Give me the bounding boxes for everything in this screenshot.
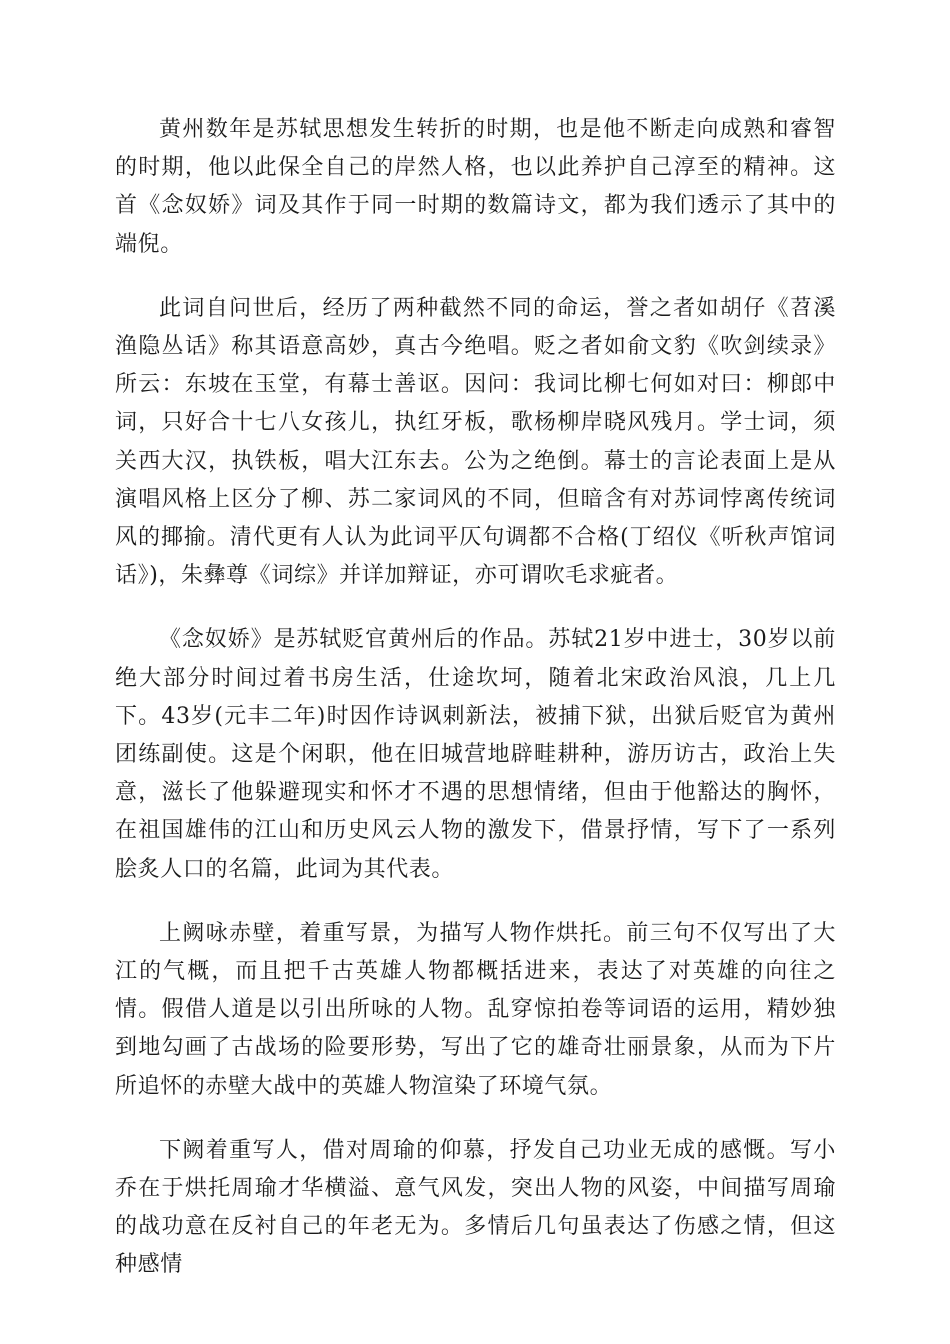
paragraph-2: 此词自问世后，经历了两种截然不同的命运，誉之者如胡仔《苕溪渔隐丛话》称其语意高妙，真古今绝唱。贬之者如俞文豹《吹剑续录》所云：东坡在玉堂，有幕士善讴。因问：我词比柳七何如对曰：柳郎中词，只好合十七八女孩儿，执红牙板，歌杨柳岸晓风残月。学士词，须关西大汉，执铁板，唱大江东去。公为之绝倒。幕士的言论表面上是从演唱风格上区分了柳、苏二家词风的不同，但暗含有对苏词悖离传统词风的揶揄。清代更有人认为此词平仄句调都不合格(丁绍仪《听秋声馆词话》)，朱彝尊《词综》并详加辩证，亦可谓吹毛求疵者。 bbox=[115, 295, 836, 589]
paragraph-3: 《念奴娇》是苏轼贬官黄州后的作品。苏轼21岁中进士，30岁以前绝大部分时间过着书房生活，仕途坎坷，随着北宋政治风浪，几上几下。43岁(元丰二年)时因作诗讽刺新法，被捕下狱，出狱后贬官为黄州团练副使。这是个闲职，他在旧城营地辟畦耕种，游历访古，政治上失意，滋长了他躲避现实和怀才不遇的思想情绪，但由于他豁达的胸怀，在祖国雄伟的江山和历史风云人物的激发下，借景抒情，写下了一系列脍炙人口的名篇，此词为其代表。 bbox=[115, 627, 836, 882]
paragraph-5: 下阙着重写人，借对周瑜的仰慕，抒发自己功业无成的感慨。写小乔在于烘托周瑜才华横溢、意气风发，突出人物的风姿，中间描写周瑜的战功意在反衬自己的年老无为。多情后几句虽表达了伤感之情，但这种感情 bbox=[115, 1137, 836, 1278]
body-text bbox=[115, 111, 836, 1311]
paragraph-4: 上阙咏赤壁，着重写景，为描写人物作烘托。前三句不仅写出了大江的气概，而且把千古英雄人物都概括进来，表达了对英雄的向往之情。假借人道是以引出所咏的人物。乱穿惊拍卷等词语的运用，精妙独到地勾画了古战场的险要形势，写出了它的雄奇壮丽景象，从而为下片所追怀的赤壁大战中的英雄人物渲染了环境气氛。 bbox=[115, 920, 836, 1099]
paragraph-1: 黄州数年是苏轼思想发生转折的时期，也是他不断走向成熟和睿智的时期，他以此保全自己的岸然人格，也以此养护自己淳至的精神。这首《念奴娇》词及其作于同一时期的数篇诗文，都为我们透示了其中的端倪。 bbox=[115, 117, 836, 257]
